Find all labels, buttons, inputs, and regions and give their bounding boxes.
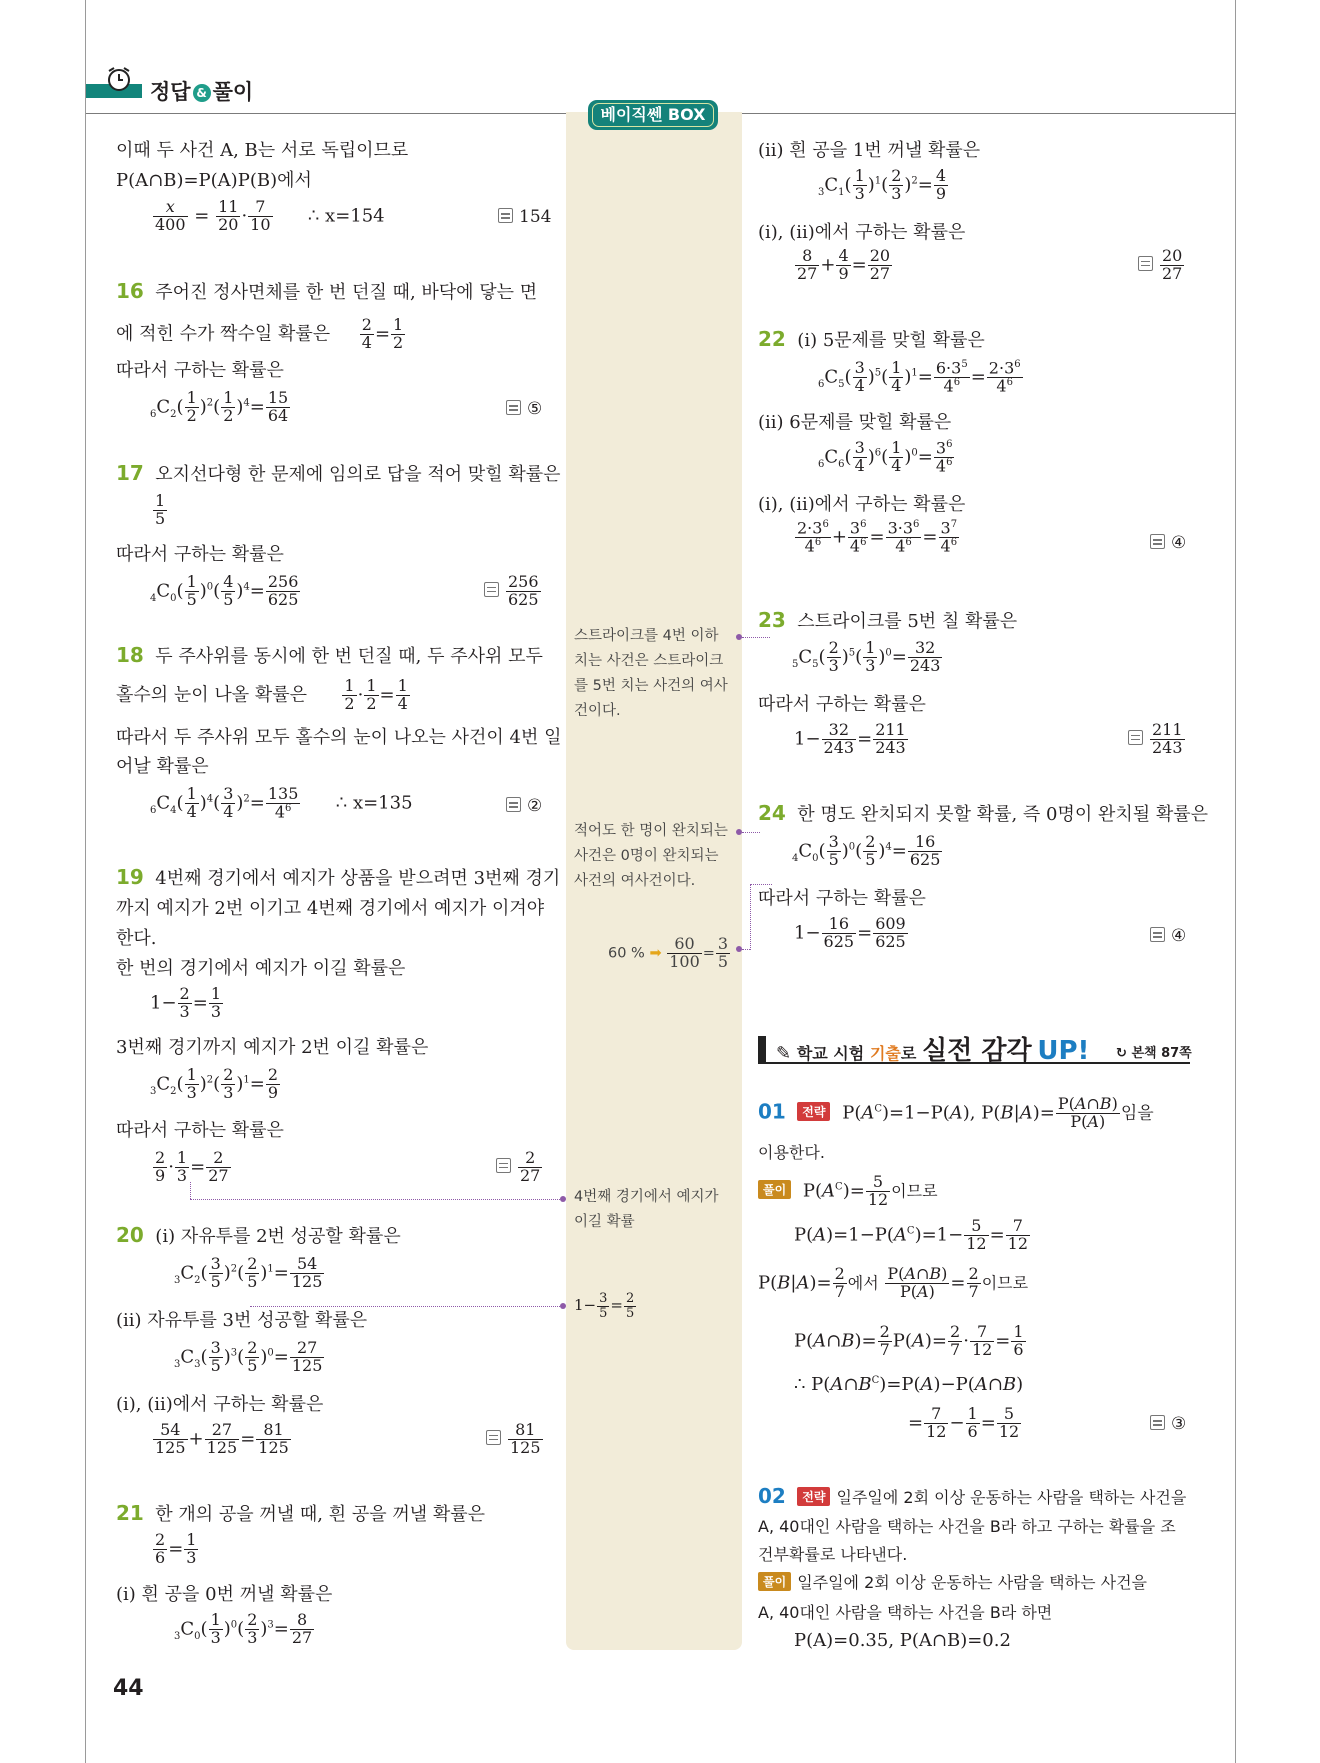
q20-line-2: (ⅱ) 자유투를 3번 성공할 확률은 (116, 1310, 368, 1331)
q24-line-1: 24 한 명도 완치되지 못할 확률, 즉 0명이 완치될 확률은 (758, 801, 1209, 825)
q22-eq-3: $\frac{2\cdot 3^6}{4^6}$ + $\frac{3^6}{4^6}$ = $\frac{3\cdot 3^6}{4^6}$ = $\frac{3^7}{4^6}$ (797, 518, 958, 556)
answer-24: ④ (1150, 926, 1186, 946)
intro-line-1: 이때 두 사건 A, B는 서로 독립이므로 (116, 140, 409, 161)
q19-line-3: 한다. (116, 928, 157, 949)
q19-line-4: 한 번의 경기에서 예지가 이길 확률은 (116, 958, 406, 979)
q19-line-1: 19 4번째 경기에서 예지가 상품을 받으려면 3번째 경기 (116, 865, 561, 889)
q19-line-6: 따라서 구하는 확률은 (116, 1120, 284, 1141)
q22-eq-1: $_6C_5$( $\frac{3}{4}$ )$^5$( $\frac{1}{4}$ )$^1$= $\frac{6\cdot 3^5}{4^6}$ = $\frac{2\cdot 3^6}{4^6}$ (818, 358, 1021, 396)
connector-line (742, 637, 770, 638)
intro-equation: $\frac{x}{400}$ = $\frac{11}{20}$ · $\frac{7}{10}$ ∴ x=154 (155, 197, 385, 234)
q24-eq-2: 1− $\frac{16}{625}$ = $\frac{609}{625}$ (794, 914, 906, 951)
answer-icon (484, 582, 499, 597)
p01-sol-5: ∴ $P(A\cap B^C)=P(A)-P(A\cap B)$ (794, 1374, 1024, 1395)
p01-sol-2: $P(A)=1-P(A^C)=1-$ $\frac{5}{12}$ = $\frac{7}{12}$ (794, 1216, 1029, 1253)
q21-line-1: 21 한 개의 공을 꺼낼 때, 흰 공을 꺼낼 확률은 (116, 1501, 485, 1525)
answer-icon (498, 208, 513, 223)
q23-eq-1: $_5C_5$( $\frac{2}{3}$ )$^5$( $\frac{1}{3}$ )$^0$= $\frac{32}{243}$ (792, 638, 941, 675)
connector-line (190, 1199, 562, 1200)
q18-line-1: 18 두 주사위를 동시에 한 번 던질 때, 두 주사위 모두 (116, 643, 543, 667)
answer-20: $\frac{81}{125}$ (486, 1422, 544, 1457)
q20-eq-3: $\frac{54}{125}$ + $\frac{27}{125}$ = $\frac{81}{125}$ (155, 1420, 289, 1457)
pencil-icon: ✎ (776, 1043, 792, 1064)
q23-line-2: 따라서 구하는 확률은 (758, 694, 926, 715)
basic-box-label: 베이직쎈 BOX (588, 100, 718, 130)
q18-line-3: 따라서 두 주사위 모두 홀수의 눈이 나오는 사건이 4번 일 (116, 727, 562, 748)
q17-equation: $_4C_0$( $\frac{1}{5}$ )$^0$( $\frac{4}{5}$ )$^4$= $\frac{256}{625}$ (150, 572, 299, 609)
answer-23: $\frac{211}{243}$ (1128, 722, 1186, 757)
answer-21: $\frac{20}{27}$ (1138, 248, 1185, 283)
answer-22: ④ (1150, 533, 1186, 553)
p02-strategy-3: 건부확률로 나타낸다. (758, 1545, 908, 1564)
answer-icon (486, 1430, 501, 1445)
q23-eq-2: 1− $\frac{32}{243}$ = $\frac{211}{243}$ (794, 720, 906, 757)
q18-line-2: 홀수의 눈이 나올 확률은 $\frac{1}{2}$ · $\frac{1}{2}$ = $\frac{1}{4}$ (116, 676, 408, 713)
q17-fraction: $\frac{1}{5}$ (155, 491, 166, 528)
connector-line (750, 884, 751, 950)
q20-line-1: 20 (ⅰ) 자유투를 2번 성공할 확률은 (116, 1223, 401, 1247)
q16-line-2: 에 적힌 수가 짝수일 확률은 $\frac{2}{4}$ = $\frac{1}{2}$ (116, 315, 404, 352)
left-margin-line (85, 0, 86, 1763)
answer-icon (1150, 534, 1165, 549)
q21-line-3: (ⅱ) 흰 공을 1번 꺼낼 확률은 (758, 140, 981, 161)
p02-sol-3: P(A)=0.35, P(A∩B)=0.2 (794, 1630, 1011, 1651)
q23-line-1: 23 스트라이크를 5번 칠 확률은 (758, 608, 1018, 632)
header-title: 정답 & 풀이 (150, 80, 254, 104)
q19-eq-3: $\frac{2}{9}$ · $\frac{1}{3}$ = $\frac{2}{27}$ (155, 1148, 229, 1185)
p02-sol-2: A, 40대인 사람을 택하는 사건을 B라 하면 (758, 1603, 1053, 1622)
q20-eq-2: $_3C_3$( $\frac{3}{5}$ )$^3$( $\frac{2}{5}$ )$^0$= $\frac{27}{125}$ (174, 1338, 323, 1375)
q21-eq-3: $_3C_1$( $\frac{1}{3}$ )$^1$( $\frac{2}{3}$ )$^2$= $\frac{4}{9}$ (818, 166, 947, 203)
p01-strategy: 01 전략 $P(A^C)=1-P(A)$, P(B|A)= $\frac{P(A\cap B)}{P(A)}$ 임을 (758, 1094, 1154, 1131)
p02-sol-1: 풀이 일주일에 2회 이상 운동하는 사람을 택하는 사건을 (758, 1570, 1147, 1593)
q16-line-1: 16 주어진 정사면체를 한 번 던질 때, 바닥에 닿는 면 (116, 279, 538, 303)
answer-icon (506, 797, 521, 812)
q21-line-2: (ⅰ) 흰 공을 0번 꺼낼 확률은 (116, 1584, 333, 1605)
q22-line-2: (ⅱ) 6문제를 맞힐 확률은 (758, 412, 952, 433)
q22-line-3: (ⅰ), (ⅱ)에서 구하는 확률은 (758, 494, 966, 515)
q24-line-2: 따라서 구하는 확률은 (758, 888, 926, 909)
answer-p01: ③ (1150, 1414, 1186, 1434)
q16-equation: $_6C_2$( $\frac{1}{2}$ )$^2$( $\frac{1}{2}$ )$^4$= $\frac{15}{64}$ (150, 388, 289, 425)
section-ref: ↻ 본책 87쪽 (1116, 1046, 1192, 1061)
side-note-strike: 스트라이크를 4번 이하 치는 사건은 스트라이크 를 5번 치는 사건의 여사 건이다. (574, 628, 728, 719)
answer-18: ② (506, 796, 542, 816)
answer-19: $\frac{2}{27}$ (496, 1150, 543, 1185)
answer-icon (1138, 256, 1153, 271)
p01-strategy-2: 이용한다. (758, 1143, 825, 1162)
answer-16: ⑤ (506, 399, 542, 419)
q20-line-3: (ⅰ), (ⅱ)에서 구하는 확률은 (116, 1394, 324, 1415)
q19-line-5: 3번째 경기까지 예지가 2번 이길 확률은 (116, 1037, 429, 1058)
intro-line-2: P(A∩B)=P(A)P(B)에서 (116, 170, 312, 191)
q24-eq-1: $_4C_0$( $\frac{3}{5}$ )$^0$( $\frac{2}{5}$ )$^4$= $\frac{16}{625}$ (792, 832, 941, 869)
p01-sol-4: P(A∩B)= $\frac{2}{7}$ P(A)= $\frac{2}{7}$ · $\frac{7}{12}$ = $\frac{1}{6}$ (794, 1322, 1024, 1359)
answer-icon (1150, 1415, 1165, 1430)
p01-sol-3: P(B|A)= $\frac{2}{7}$ 에서 $\frac{P(A\cap B)}{P(A)}$ = $\frac{2}{7}$ 이므로 (758, 1264, 1029, 1301)
side-note-percent: 60 % ➡ $\frac{60}{100}$ = $\frac{3}{5}$ (608, 934, 729, 971)
answer-17: $\frac{256}{625}$ (484, 574, 542, 609)
q19-eq-1: 1− $\frac{2}{3}$ = $\frac{1}{3}$ (150, 984, 222, 1021)
answer-icon (1128, 730, 1143, 745)
q21-line-4: (ⅰ), (ⅱ)에서 구하는 확률은 (758, 222, 966, 243)
q21-eq-4: $\frac{8}{27}$ + $\frac{4}{9}$ = $\frac{20}{27}$ (797, 246, 891, 283)
side-note-game: 4번째 경기에서 예지가 이길 확률 (574, 1189, 719, 1230)
answer-icon (496, 1158, 511, 1173)
q17-line-2: 따라서 구하는 확률은 (116, 544, 284, 565)
right-margin-line (1235, 0, 1236, 1763)
side-note-complement: 1− $\frac{3}{5}$ = $\frac{2}{5}$ (574, 1291, 635, 1321)
connector-line (742, 949, 750, 950)
q18-line-4: 어날 확률은 (116, 756, 209, 777)
q20-eq-1: $_3C_2$( $\frac{3}{5}$ )$^2$( $\frac{2}{5}$ )$^1$= $\frac{54}{125}$ (174, 1254, 323, 1291)
answer-icon (506, 400, 521, 415)
connector-line (250, 1306, 560, 1307)
connector-line (742, 832, 760, 833)
p01-sol-6: = $\frac{7}{12}$ − $\frac{1}{6}$ = $\frac{5}{12}$ (908, 1404, 1020, 1441)
q18-equation: $_6C_4$( $\frac{1}{4}$ )$^4$( $\frac{3}{4}$ )$^2$= $\frac{135}{4^6}$ ∴ x=135 (150, 784, 413, 822)
answer-icon (1150, 927, 1165, 942)
side-note-cure: 적어도 한 명이 완치되는 사건은 0명이 완치되는 사건의 여사건이다. (574, 823, 728, 889)
p01-sol-1: 풀이 $P(A^C)=$ $\frac{5}{12}$ 이므로 (758, 1174, 938, 1209)
q22-line-1: 22 (ⅰ) 5문제를 맞힐 확률은 (758, 327, 985, 351)
alarm-clock-icon (106, 66, 132, 92)
q21-eq-1: $\frac{2}{6}$ = $\frac{1}{3}$ (155, 1530, 197, 1567)
q22-eq-2: $_6C_6$( $\frac{3}{4}$ )$^6$( $\frac{1}{4}$ )$^0$= $\frac{3^6}{4^6}$ (818, 438, 953, 476)
q19-line-2: 까지 예지가 2번 이기고 4번째 경기에서 예지가 이겨야 (116, 898, 545, 919)
section-title: ✎ 학교 시험 기출로 실전 감각 UP! (776, 1036, 1090, 1066)
q21-eq-2: $_3C_0$( $\frac{1}{3}$ )$^0$( $\frac{2}{3}$ )$^3$= $\frac{8}{27}$ (174, 1610, 313, 1647)
refresh-icon: ↻ (1116, 1046, 1127, 1061)
page-number: 44 (113, 1676, 144, 1701)
q16-line-3: 따라서 구하는 확률은 (116, 360, 284, 381)
section-bar (758, 1036, 766, 1062)
connector-line (190, 1182, 191, 1199)
q19-eq-2: $_3C_2$( $\frac{1}{3}$ )$^2$( $\frac{2}{3}$ )$^1$= $\frac{2}{9}$ (150, 1065, 279, 1102)
answer-15: 154 (498, 207, 551, 227)
p02-strategy-1: 02 전략 일주일에 2회 이상 운동하는 사람을 택하는 사건을 (758, 1484, 1187, 1508)
connector-dot (560, 1303, 566, 1309)
p02-strategy-2: A, 40대인 사람을 택하는 사건을 B라 하고 구하는 확률을 조 (758, 1517, 1176, 1536)
q17-line-1: 17 오지선다형 한 문제에 임의로 답을 적어 맞힐 확률은 (116, 461, 561, 485)
